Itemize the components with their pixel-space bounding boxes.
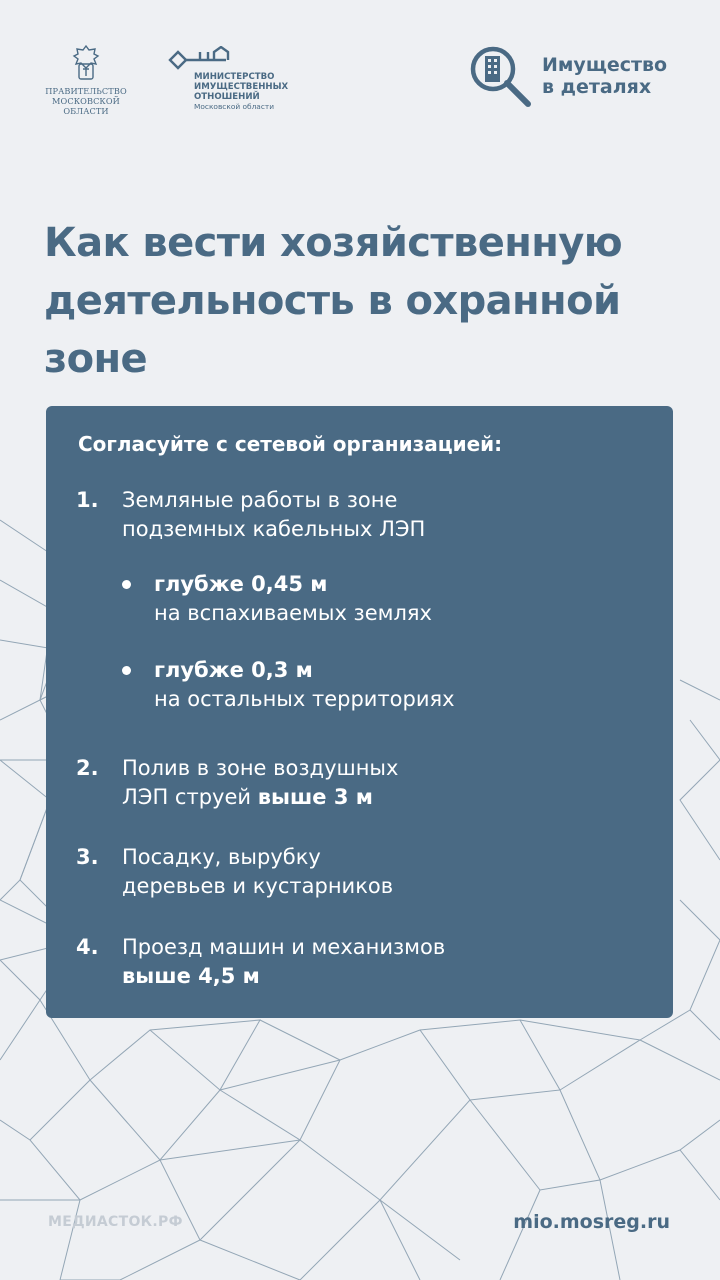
item-number: 3. xyxy=(76,845,99,869)
ministry-caption-line: ОТНОШЕНИЙ xyxy=(194,92,260,102)
item-text xyxy=(122,486,652,544)
magnifier-building-icon xyxy=(468,44,534,108)
item-text xyxy=(122,843,652,901)
bullet-icon xyxy=(122,666,131,675)
item-number: 2. xyxy=(76,756,99,780)
page-title: Как вести хозяйственную деятельность в охранной зоне xyxy=(44,220,623,382)
item-line: Земляные работы в зоне xyxy=(122,488,398,512)
website-link[interactable]: mio.mosreg.ru xyxy=(513,1211,670,1233)
government-logo xyxy=(44,44,128,116)
gov-caption-line: МОСКОВСКОЙ xyxy=(52,96,120,106)
sub-item-line: на остальных территориях xyxy=(154,687,455,711)
item-line-bold: выше 3 м xyxy=(257,785,373,809)
sub-item-text xyxy=(154,570,644,628)
sub-item-bold: глубже 0,3 м xyxy=(154,658,313,682)
item-line: деревьев и кустарников xyxy=(122,874,394,898)
item-number: 4. xyxy=(76,935,99,959)
gov-caption-line: ПРАВИТЕЛЬСТВО xyxy=(45,86,127,96)
item-text xyxy=(122,933,652,991)
item-line: Полив в зоне воздушных xyxy=(122,756,399,780)
item-line: Посадку, вырубку xyxy=(122,845,321,869)
item-line: Проезд машин и механизмов xyxy=(122,935,446,959)
ministry-logo xyxy=(166,46,296,112)
sub-item-text xyxy=(154,656,644,714)
sub-item-line: на вспахиваемых землях xyxy=(154,601,432,625)
brand-text-line: в деталях xyxy=(542,76,652,98)
item-text xyxy=(122,754,652,812)
ministry-caption-line: ИМУЩЕСТВЕННЫХ xyxy=(194,82,289,92)
card-heading: Согласуйте с сетевой организацией: xyxy=(78,432,503,456)
item-number: 1. xyxy=(76,488,99,512)
gov-caption-line: ОБЛАСТИ xyxy=(63,106,109,116)
brand-text-line: Имущество xyxy=(542,54,668,76)
item-line: подземных кабельных ЛЭП xyxy=(122,517,426,541)
info-card xyxy=(46,406,673,1018)
ministry-caption-line: МИНИСТЕРСТВО xyxy=(194,72,275,82)
watermark-text: МЕДИАСТОК.РФ xyxy=(48,1214,183,1230)
sub-item-bold: глубже 0,45 м xyxy=(154,572,328,596)
ministry-subcaption: Московской области xyxy=(194,102,275,111)
bullet-icon xyxy=(122,580,131,589)
coat-of-arms-icon xyxy=(71,44,101,82)
item-line-bold: выше 4,5 м xyxy=(122,964,260,988)
brand-logo xyxy=(468,44,688,108)
item-line: ЛЭП струей xyxy=(122,785,258,809)
